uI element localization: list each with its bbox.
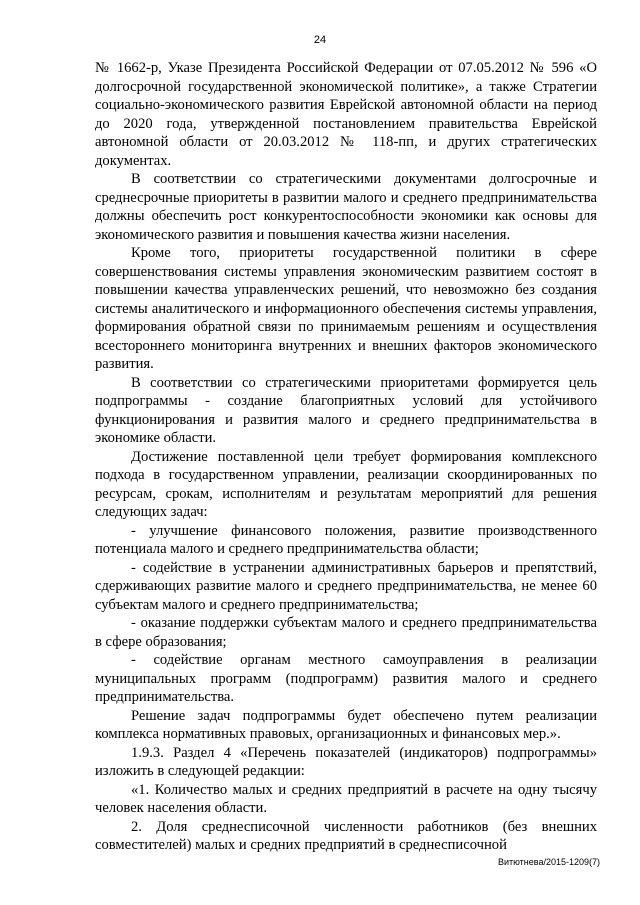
task-list-item: - оказание поддержки субъектам малого и среднего предпринимательства в сфере образования;	[95, 615, 597, 650]
indicator-item: «1. Количество малых и средних предприятий в расчете на одну тысячу человек населения области.	[95, 781, 597, 816]
paragraph: Достижение поставленной цели требует формирования комплексного подхода в государственном управлении, реализации скоординированных по ресурсам, срокам, исполнителям и результатам мероприятий для решения следующих задач:	[95, 448, 597, 520]
indicator-item: 2. Доля среднесписочной численности работников (без внешних совместителей) малых и средних предприятий в среднесписочной	[95, 818, 597, 853]
task-list-item: - улучшение финансового положения, развитие производственного потенциала малого и среднего предпринимательства области;	[95, 522, 597, 557]
paragraph: В соответствии со стратегическими документами долгосрочные и среднесрочные приоритеты в развитии малого и среднего предпринимательства должны обеспечить рост конкурентоспособности экономики как основы для экономического развития и повышения качества жизни населения.	[95, 171, 597, 243]
paragraph: Кроме того, приоритеты государственной политики в сфере совершенствования системы управления экономическим развитием состоят в повышении качества управленческих решений, что невозможно без создания системы аналитического и информационного обеспечения системы управления, формирования обратной связи по принимаемым решениям и осуществления всестороннего мониторинга внутренних и внешних факторов экономического развития.	[95, 245, 597, 372]
section-amendment: 1.9.3. Раздел 4 «Перечень показателей (индикаторов) подпрограммы» изложить в следующей редакции:	[95, 744, 597, 779]
page-number: 24	[313, 34, 327, 46]
task-list-item: - содействие в устранении административных барьеров и препятствий, сдерживающих развитие малого и среднего предпринимательства, не менее 60 субъектам малого и среднего предпринимательства;	[95, 559, 597, 613]
task-list-item: - содействие органам местного самоуправления в реализации муниципальных программ (подпрограмм) развития малого и среднего предпринимательства.	[95, 652, 597, 705]
paragraph: В соответствии со стратегическими приоритетами формируется цель подпрограммы - создание благоприятных условий для устойчивого функционирования и развития малого и среднего предпринимательства в экономике области.	[95, 374, 597, 446]
document-body	[95, 59, 597, 855]
paragraph: Решение задач подпрограммы будет обеспечено путем реализации комплекса нормативных правовых, организационных и финансовых мер.».	[95, 707, 597, 742]
paragraph-continuation: № 1662-р, Указе Президента Российской Федерации от 07.05.2012 № 596 «О долгосрочной государственной экономической политике», а также Стратегии социально-экономического развития Еврейской автономной области на период до 2020 года, утвержденной постановлением правительства Еврейской автономной области от 20.03.2012 № 118-пп, и других стратегических документах.	[95, 60, 597, 169]
document-code: Витютнева/2015-1209(7)	[497, 857, 600, 867]
